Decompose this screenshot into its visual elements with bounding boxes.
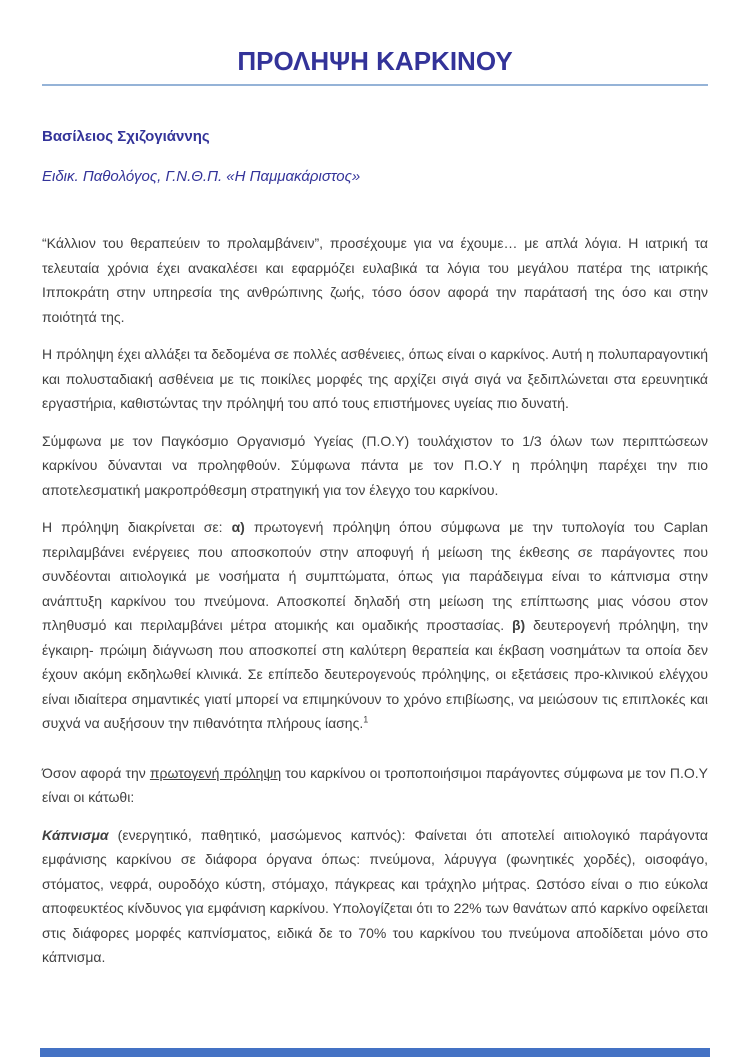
text-segment: Κάπνισμα [42, 826, 109, 843]
author-role: Ειδικ. Παθολόγος, Γ.Ν.Θ.Π. «Η Παμμακάριστος» [42, 168, 361, 186]
paragraph [42, 342, 708, 416]
text-segment: Η πρόληψη διακρίνεται σε: [42, 519, 232, 536]
title-rule [42, 84, 708, 86]
paragraph [42, 429, 708, 503]
paragraph [42, 823, 708, 970]
text-segment: Η πρόληψη έχει αλλάξει τα δεδομένα σε πολλές ασθένειες, όπως είναι ο καρκίνος. Αυτή η πολυπαραγοντική και πολυσταδιακή ασθένεια με τις ποικίλες μορφές της αρχίζει σιγά σιγά να ξεδιπλώνεται στα ερευνητικά εργαστήρια, καθιστώντας την πρόληψή του από τους επιστήμονες υγείας πιο δυνατή. [42, 346, 708, 412]
footer-bar [40, 1048, 710, 1057]
text-segment: πρωτογενή πρόληψη [149, 764, 282, 781]
author-name: Βασίλειος Σχιζογιάννης [42, 128, 210, 146]
text-segment: δευτερογενή πρόληψη, την έγκαιρη- πρώιμη διάγνωση που αποσκοπεί στη καλύτερη θεραπεία και έκβαση νοσημάτων τα οποία δεν έχουν ακόμη εκδηλωθεί κλινικά. Σε επίπεδο δευτερογενούς πρόληψης, οι εξετάσεις προ-κλινικού ελέγχου είναι ιδιαίτερα σημαντικές γιατί μπορεί να επιμηκύνουν το χρόνο επιβίωσης, να μειώσουν τις επιπλοκές και συχνά να αυξήσουν την πιθανότητα πλήρους ίασης. [42, 617, 708, 732]
text-segment: πρωτογενή πρόληψη όπου σύμφωνα με την τυπολογία του Caplan περιλαμβάνει ενέργειες που αποσκοπούν στην αποφυγή ή μείωση της έκθεσης σε παράγοντες που συνδέονται αιτιολογικά με νοσήματα ή συμπτώματα, όπως για παράδειγμα είναι το κάπνισμα στην ανάπτυξη καρκίνου του πνεύμονα. Αποσκοπεί δηλαδή στη μείωση της επίπτωσης μιας νόσου στον πληθυσμό και περιλαμβάνει μέτρα ατομικής και ομαδικής προστασίας. [42, 519, 709, 634]
footnote-reference: 1 [363, 714, 369, 725]
page-title: ΠΡΟΛΗΨΗ ΚΑΡΚΙΝΟΥ [237, 46, 513, 76]
text-segment: α) [231, 519, 245, 536]
text-segment: (ενεργητικό, παθητικό, μασώμενος καπνός): Φαίνεται ότι αποτελεί αιτιολογικό παράγοντα εμφάνισης καρκίνου σε διάφορα όργανα όπως: πνεύμονα, λάρυγγα (φωνητικές χορδές), οισοφάγο, στόματος, νεφρά, ουροδόχο κύστη, στόμαχο, πάγκρεας και τράχηλο μήτρας. Ωστόσο είναι ο πιο εύκολα αποφευκτέος κίνδυνος για εμφάνιση καρκίνου. Υπολογίζεται ότι το 22% των θανάτων από καρκίνο οφείλεται στις διάφορες μορφές καπνίσματος, ειδικά δε το 70% του καρκίνου του πνεύμονα αποδίδεται μόνο στο κάπνισμα. [42, 826, 708, 966]
paragraph [42, 761, 708, 810]
document-body [42, 231, 708, 970]
paragraph [42, 231, 708, 329]
paragraph [42, 515, 708, 736]
text-segment: “Κάλλιον του θεραπεύειν το προλαμβάνειν”, προσέχουμε για να έχουμε… με απλά λόγια. Η ιατρική τα τελευταία χρόνια έχει ανακαλέσει και εφαρμόζει ευλαβικά τα λόγια του μεγάλου πατέρα της ιατρικής Ιπποκράτη στην υπηρεσία της ανθρώπινης ζωής, τόσο όσον αφορά την παράτασή της όσο και στην ποιότητά της. [42, 235, 708, 325]
text-segment: β) [512, 617, 526, 634]
text-segment: Σύμφωνα με τον Παγκόσμιο Οργανισμό Υγείας (Π.Ο.Υ) τουλάχιστον το 1/3 όλων των περιπτώσεων καρκίνου δύνανται να προληφθούν. Σύμφωνα πάντα με τον Π.Ο.Υ η πρόληψη παρέχει την πιο αποτελεσματική μακροπρόθεσμη στρατηγική για τον έλεγχο του καρκίνου. [42, 432, 708, 498]
text-segment: του καρκίνου οι τροποποιήσιμοι παράγοντες σύμφωνα με τον Π.Ο.Υ είναι οι κάτωθι: [42, 764, 708, 806]
text-segment: Όσον αφορά την [42, 764, 150, 781]
